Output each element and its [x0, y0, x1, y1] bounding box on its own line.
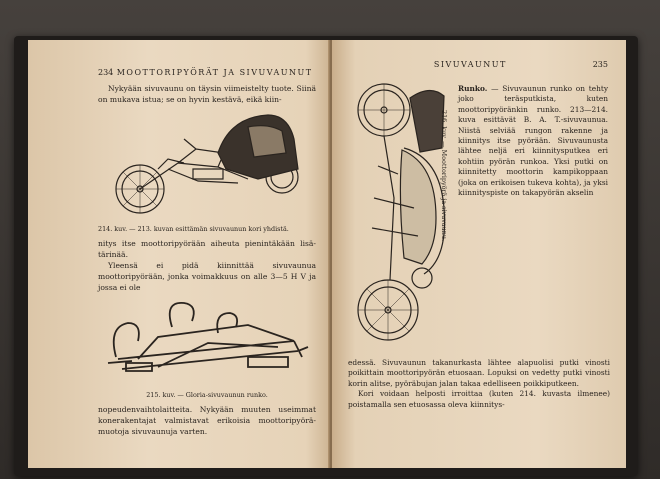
left-para-3: Yleensä ei pidä kiinnittää sivuvaunua moottoripyörään, jonka voimakkuus on alle 3—5 H V ja jossa ei ole [98, 261, 316, 292]
left-para-1: Nykyään sivuvaunu on täysin viimeistelty tuote. Siinä on mukava istua; se on hyvin kestävä, eikä kiin- [98, 84, 316, 104]
right-bottom-para-1: edessä. Sivuvaunun takanurkasta lähtee alapuolisi putki vinosti poikittain moottoripyörän etuosaan. Lopuksi on vedetty putki vinosti korin alitse, pyöräbujan jalan takaa edelliseen poikkiputkeen. [348, 358, 610, 388]
runko-label: Runko. [458, 84, 488, 93]
right-running-head [348, 60, 608, 69]
right-text-column [458, 84, 608, 198]
fig215-caption: 215. kuv. — Gloria-sivuvaunun runko. [146, 391, 268, 399]
right-page [332, 40, 626, 468]
right-running-title: SIVUVAUNUT [433, 60, 507, 69]
motorcycle-with-sidecar-topview-illustration [344, 78, 448, 350]
right-bottom-para-2: Kori voidaan helposti irroittaa (kuten 214. kuvasta ilmenee) poistamalla sen etuosassa oleva kiinnitys- [348, 389, 610, 409]
sidecar-frame-illustration [98, 297, 316, 387]
left-running-title: MOOTTORIPYÖRÄT JA SIVUVAUNUT [116, 68, 313, 77]
right-bottom-text [348, 358, 610, 410]
right-page-number: 235 [592, 60, 608, 69]
open-book [14, 36, 638, 476]
left-page [28, 40, 330, 468]
left-para-2: nitys itse moottoripyörään aiheuta pienintäkään lisä-tärinää. [98, 239, 316, 259]
fig214-caption: 214. kuv. — 213. kuvan esittämän sivuvaunun kori yhdistä. [98, 225, 289, 233]
right-column-text: — Sivuvaunun runko on tehty joko teräsputkista, kuten moottoripyöränkin runko. 213—214. kuva esittävät B. A. T.-sivuvaunua. Niistä selviää rungon rakenne ja kiinnitys itse pyörään. Sivuvaunusta lähtee neljä eri kiinnitysputkea eri kohtiin pyörän runkoa. Yksi putki on kiinnitetty moottorin kampikoppaan (joka on erikoisen tukeva kohta), ja yksi kiinnityspiste on takapyörän akselin [458, 84, 608, 198]
left-page-number: 234 [98, 68, 114, 77]
left-para-4: nopeudenvaihtolaitteita. Nykyään muuten useimmat konerakentajat valmistavat erikoisia moottoripyörä-muotoja sivuvaunuja varten. [98, 405, 316, 436]
sidecar-motorcycle-illustration [98, 109, 316, 221]
left-running-head [98, 68, 316, 77]
fig216-caption: 216. kuv. — Moottoripyörä ja sivuvaunu. [440, 110, 448, 242]
